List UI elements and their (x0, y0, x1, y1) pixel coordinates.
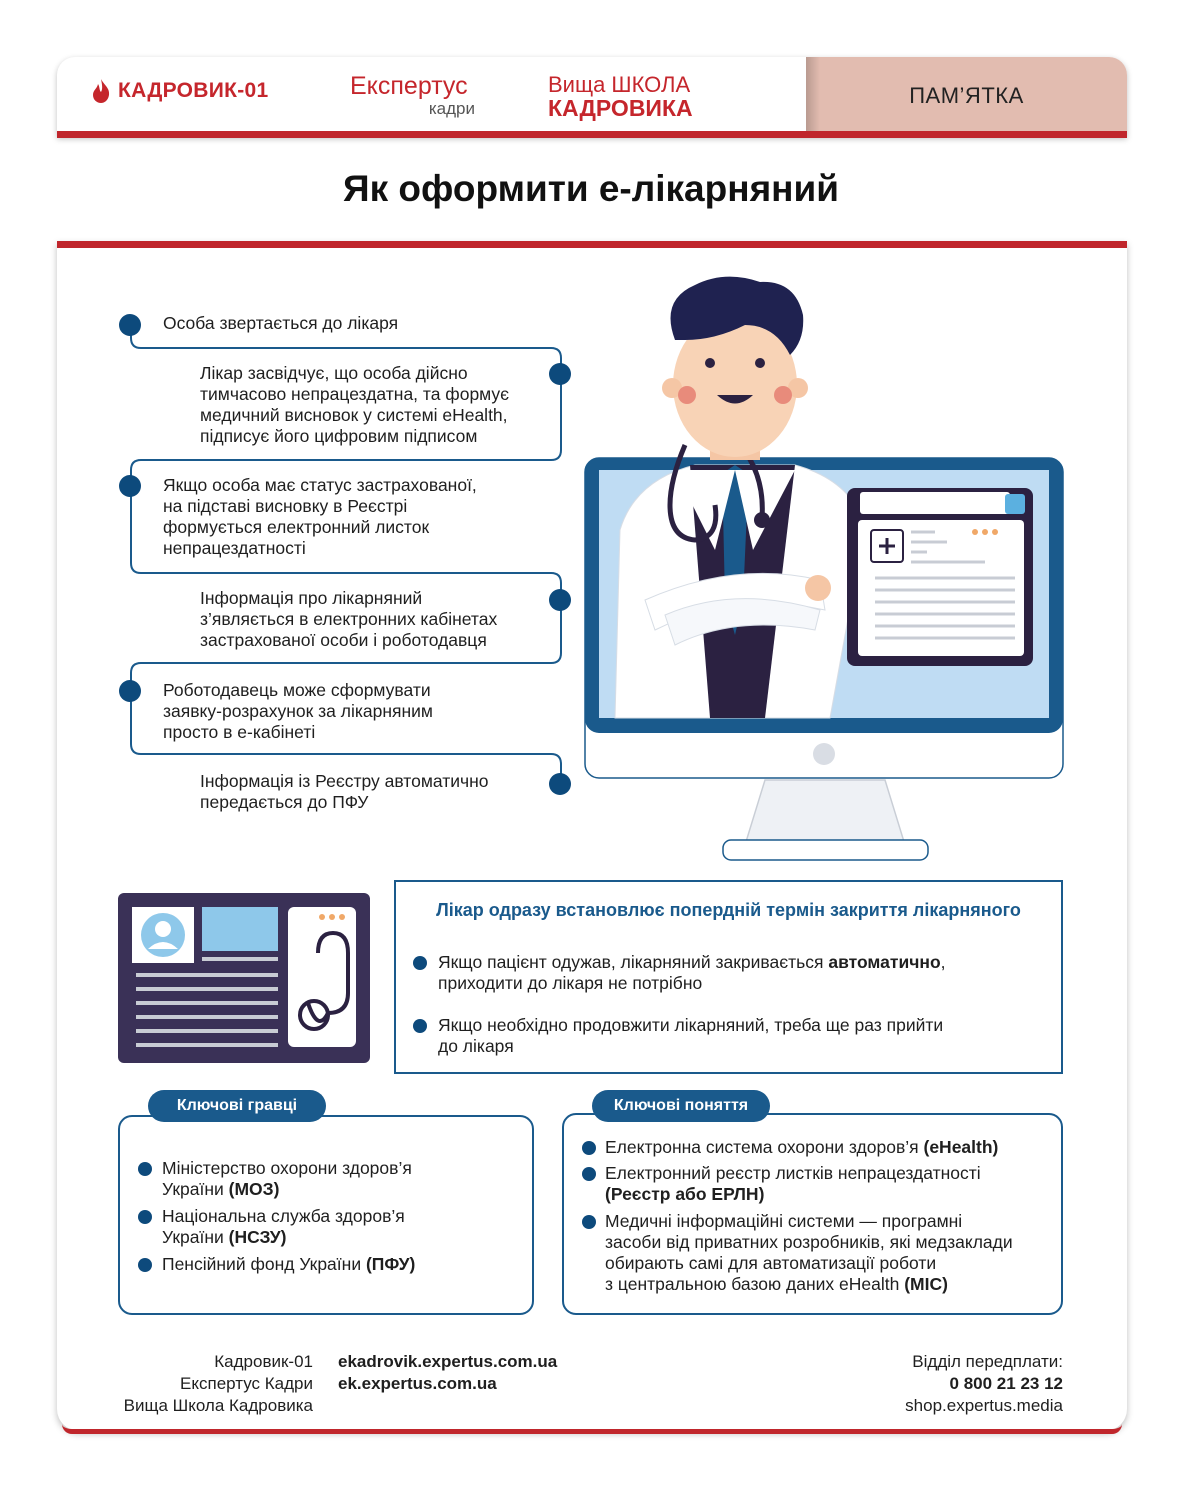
player-3-line1: Пенсійний фонд України (162, 1254, 366, 1274)
step-5-line-3: просто в е-кабінеті (163, 722, 316, 742)
footer-name-3: Вища Школа Кадровика (123, 1396, 313, 1415)
info-box-title: Лікар одразу встановлює попердній термін закриття лікарняного (436, 900, 1021, 920)
step-5-line-2: заявку-розрахунок за лікарняним (163, 701, 433, 721)
concept-3-line2: засоби від приватних розробників, які медзаклади (605, 1232, 1013, 1252)
step-3 (163, 475, 477, 559)
page-title: Як оформити е-лікарняний (342, 168, 839, 209)
step-1 (163, 313, 398, 334)
step-6-dot (549, 773, 571, 795)
concept-1-abbr: (eHealth) (923, 1137, 999, 1157)
step-2-line-3: медичний висновок у системі eHealth, (200, 405, 508, 425)
footer-name-1: Кадровик-01 (214, 1352, 313, 1371)
footer-url-2[interactable]: ek.expertus.com.ua (338, 1374, 497, 1393)
footer-subscription (800, 1351, 1063, 1417)
concept-3-line1: Медичні інформаційні системи — програмні (605, 1211, 963, 1231)
footer-phone[interactable]: 0 800 21 23 12 (949, 1374, 1063, 1393)
step-3-line-3: формується електронний листок (163, 517, 430, 537)
bullet-dot (138, 1210, 152, 1224)
player-3 (162, 1254, 415, 1275)
key-players-label: Ключові гравці (148, 1090, 326, 1122)
info-b1-line2: приходити до лікаря не потрібно (438, 973, 703, 993)
patient-card-illustration (118, 893, 370, 1065)
step-6-line-1: Інформація із Реєстру автоматично (200, 771, 489, 791)
key-concepts-label: Ключові поняття (592, 1090, 770, 1122)
memo-label: ПАМ’ЯТКА (909, 83, 1024, 108)
info-b1-pre: Якщо пацієнт одужав, лікарняний закривається (438, 952, 829, 972)
bullet-dot (582, 1167, 596, 1181)
concept-3 (605, 1211, 1013, 1295)
footer-url-1[interactable]: ekadrovik.expertus.com.ua (338, 1352, 558, 1371)
step-5-line-1: Роботодавець може сформувати (163, 680, 431, 700)
concept-1 (605, 1137, 998, 1158)
footer-urls (338, 1351, 557, 1395)
step-3-line-2: на підставі висновку в Реєстрі (163, 496, 408, 516)
bottom-red-line (62, 1424, 1122, 1434)
bullet-dot (413, 956, 427, 970)
step-3-line-1: Якщо особа має статус застрахованої, (163, 475, 477, 495)
player-2-line2: України (162, 1227, 229, 1247)
doctor-monitor-illustration (575, 270, 1075, 870)
step-4-line-2: з’являється в електронних кабінетах (200, 609, 498, 629)
player-2-line1: Національна служба здоров’я (162, 1206, 405, 1226)
step-2 (200, 363, 509, 447)
step-1-line: Особа звертається до лікаря (163, 313, 399, 333)
step-6 (200, 771, 489, 813)
step-2-dot (549, 363, 571, 385)
player-1-line2: України (162, 1179, 229, 1199)
step-2-line-2: тимчасово непрацездатна, та формує (200, 384, 510, 404)
player-2-abbr: (НСЗУ) (228, 1227, 287, 1247)
kadrovyk-logo-text: КАДРОВИК-01 (118, 79, 269, 102)
footer-brand-names (80, 1351, 313, 1417)
step-4-dot (549, 589, 571, 611)
footer-sub-label: Відділ передплати: (912, 1352, 1063, 1371)
step-5-dot (119, 680, 141, 702)
bullet-dot (138, 1258, 152, 1272)
player-1 (162, 1158, 412, 1200)
player-2 (162, 1206, 405, 1248)
concept-3-abbr: (МІС) (904, 1274, 948, 1294)
bullet-dot (413, 1019, 427, 1033)
step-6-line-2: передається до ПФУ (200, 792, 369, 812)
info-bullet-2 (438, 1015, 943, 1057)
expertus-logo-line1: Експертус (350, 72, 468, 100)
step-2-line-1: Лікар засвідчує, що особа дійсно (200, 363, 468, 383)
bullet-dot (138, 1162, 152, 1176)
step-5 (163, 680, 433, 743)
footer-shop-link[interactable]: shop.expertus.media (905, 1396, 1063, 1415)
info-b1-bold: автоматично (828, 952, 941, 972)
step-2-line-4: підписує його цифровим підписом (200, 426, 478, 446)
step-4-line-3: застрахованої особи і роботодавця (200, 630, 487, 650)
concept-3-line4: з центральною базою даних eHealth (605, 1274, 905, 1294)
school-logo-line2: КАДРОВИКА (548, 95, 693, 121)
bullet-dot (582, 1141, 596, 1155)
concept-2-line1: Електронний реєстр листків непрацездатності (605, 1163, 981, 1183)
step-1-dot (119, 314, 141, 336)
player-3-abbr: (ПФУ) (365, 1254, 416, 1274)
info-b2-line2: до лікаря (438, 1036, 514, 1056)
player-1-abbr: (МОЗ) (228, 1179, 280, 1199)
school-logo-line1: Вища ШКОЛА (548, 72, 691, 97)
concept-2 (605, 1163, 981, 1205)
step-3-dot (119, 475, 141, 497)
step-3-line-4: непрацездатності (163, 538, 306, 558)
concept-1-text: Електронна система охорони здоров’я (605, 1137, 924, 1157)
expertus-logo-line2: кадри (428, 99, 475, 118)
step-4 (200, 588, 497, 651)
player-1-line1: Міністерство охорони здоров’я (162, 1158, 412, 1178)
step-4-line-1: Інформація про лікарняний (200, 588, 423, 608)
bullet-dot (582, 1215, 596, 1229)
info-bullet-1 (438, 952, 946, 994)
info-b1-post: , (940, 952, 946, 972)
info-b2-line1: Якщо необхідно продовжити лікарняний, треба ще раз прийти (438, 1015, 944, 1035)
footer-name-2: Експертус Кадри (180, 1374, 313, 1393)
concept-2-abbr: (Реєстр або ЕРЛН) (605, 1184, 765, 1204)
concept-3-line3: обирають самі для автоматизації роботи (605, 1253, 937, 1273)
